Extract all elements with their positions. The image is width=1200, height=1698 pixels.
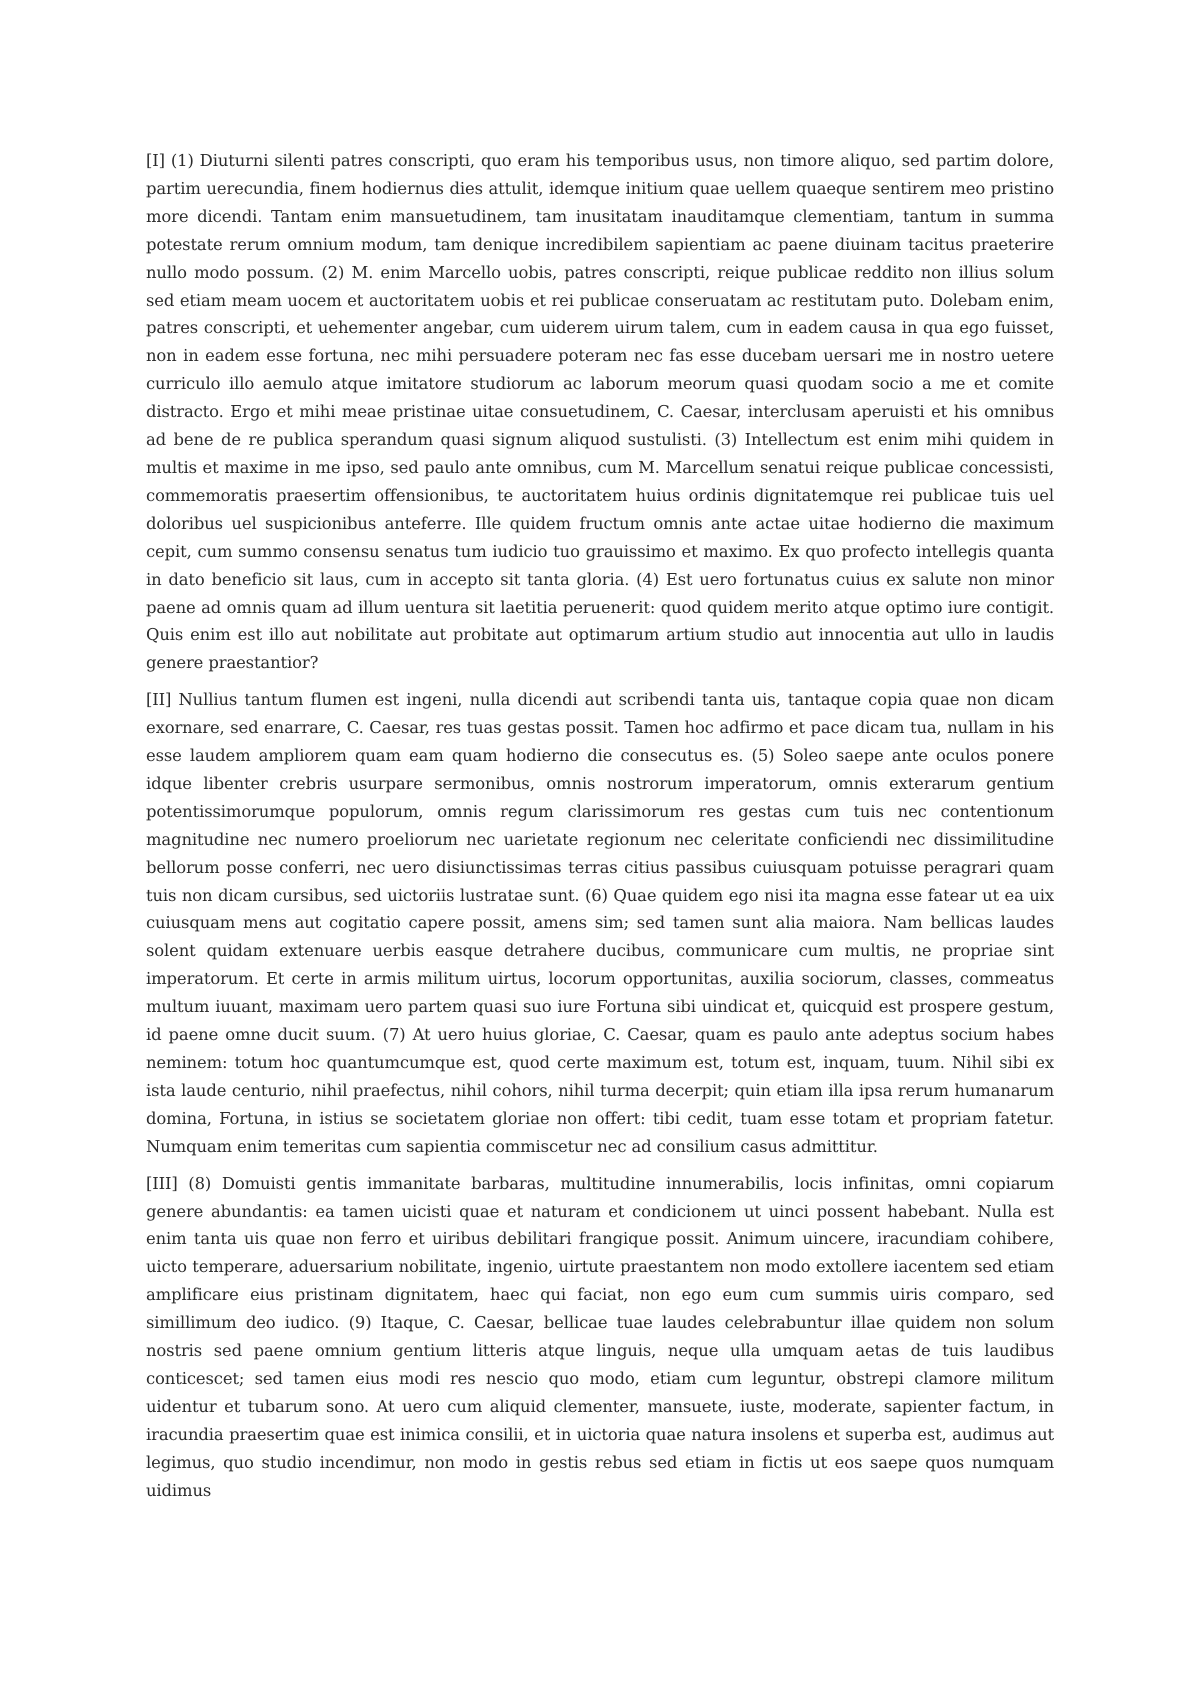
document-body — [146, 147, 1054, 1505]
paragraph-section-i: [I] (1) Diuturni silenti patres conscripti, quo eram his temporibus usus, non timore aliquo, sed partim dolore, partim uerecundia, finem hodiernus dies attulit, idemque initium quae uellem quaeque sentirem meo pristino more dicendi. Tantam enim mansuetudinem, tam inusitatam inauditamque clementiam, tantum in summa potestate rerum omnium modum, tam denique incredibilem sapientiam ac paene diuinam tacitus praeterire nullo modo possum. (2) M. enim Marcello uobis, patres conscripti, reique publicae reddito non illius solum sed etiam meam uocem et auctoritatem uobis et rei publicae conseruatam ac restitutam puto. Dolebam enim, patres conscripti, et uehementer angebar, cum uiderem uirum talem, cum in eadem causa in qua ego fuisset, non in eadem esse fortuna, nec mihi persuadere poteram nec fas esse ducebam uersari me in nostro uetere curriculo illo aemulo atque imitatore studiorum ac laborum meorum quasi quodam socio a me et comite distracto. Ergo et mihi meae pristinae uitae consuetudinem, C. Caesar, interclusam aperuisti et his omnibus ad bene de re publica sperandum quasi signum aliquod sustulisti. (3) Intellectum est enim mihi quidem in multis et maxime in me ipso, sed paulo ante omnibus, cum M. Marcellum senatui reique publicae concessisti, commemoratis praesertim offensionibus, te auctoritatem huius ordinis dignitatemque rei publicae tuis uel doloribus uel suspicionibus anteferre. Ille quidem fructum omnis ante actae uitae hodierno die maximum cepit, cum summo consensu senatus tum iudicio tuo grauissimo et maximo. Ex quo profecto intellegis quanta in dato beneficio sit laus, cum in accepto sit tanta gloria. (4) Est uero fortunatus cuius ex salute non minor paene ad omnis quam ad illum uentura sit laetitia peruenerit: quod quidem merito atque optimo iure contigit. Quis enim est illo aut nobilitate aut probitate aut optimarum artium studio aut innocentia aut ullo in laudis genere praestantior? — [146, 151, 1054, 673]
paragraph-section-iii: [III] (8) Domuisti gentis immanitate barbaras, multitudine innumerabilis, locis infinitas, omni copiarum genere abundantis: ea tamen uicisti quae et naturam et condicionem ut uinci possent habebant. Nulla est enim tanta uis quae non ferro et uiribus debilitari frangique possit. Animum uincere, iracundiam cohibere, uicto temperare, aduersarium nobilitate, ingenio, uirtute praestantem non modo extollere iacentem sed etiam amplificare eius pristinam dignitatem, haec qui faciat, non ego eum cum summis uiris comparo, sed simillimum deo iudico. (9) Itaque, C. Caesar, bellicae tuae laudes celebrabuntur illae quidem non solum nostris sed paene omnium gentium litteris atque linguis, neque ulla umquam aetas de tuis laudibus conticescet; sed tamen eius modi res nescio quo modo, etiam cum leguntur, obstrepi clamore militum uidentur et tubarum sono. At uero cum aliquid clementer, mansuete, iuste, moderate, sapienter factum, in iracundia praesertim quae est inimica consilii, et in uictoria quae natura insolens et superba est, audimus aut legimus, quo studio incendimur, non modo in gestis rebus sed etiam in fictis ut eos saepe quos numquam uidimus — [146, 1173, 1054, 1500]
paragraph-section-ii: [II] Nullius tantum flumen est ingeni, nulla dicendi aut scribendi tanta uis, tantaque copia quae non dicam exornare, sed enarrare, C. Caesar, res tuas gestas possit. Tamen hoc adfirmo et pace dicam tua, nullam in his esse laudem ampliorem quam eam quam hodierno die consecutus es. (5) Soleo saepe ante oculos ponere idque libenter crebris usurpare sermonibus, omnis nostrorum imperatorum, omnis exterarum gentium potentissimorumque populorum, omnis regum clarissimorum res gestas cum tuis nec contentionum magnitudine nec numero proeliorum nec uarietate regionum nec celeritate conficiendi nec dissimilitudine bellorum posse conferri, nec uero disiunctissimas terras citius passibus cuiusquam potuisse peragrari quam tuis non dicam cursibus, sed uictoriis lustratae sunt. (6) Quae quidem ego nisi ita magna esse fatear ut ea uix cuiusquam mens aut cogitatio capere possit, amens sim; sed tamen sunt alia maiora. Nam bellicas laudes solent quidam extenuare uerbis easque detrahere ducibus, communicare cum multis, ne propriae sint imperatorum. Et certe in armis militum uirtus, locorum opportunitas, auxilia sociorum, classes, commeatus multum iuuant, maximam uero partem quasi suo iure Fortuna sibi uindicat et, quicquid est prospere gestum, id paene omne ducit suum. (7) At uero huius gloriae, C. Caesar, quam es paulo ante adeptus socium habes neminem: totum hoc quantumcumque est, quod certe maximum est, totum est, inquam, tuum. Nihil sibi ex ista laude centurio, nihil praefectus, nihil cohors, nihil turma decerpit; quin etiam illa ipsa rerum humanarum domina, Fortuna, in istius se societatem gloriae non offert: tibi cedit, tuam esse totam et propriam fatetur. Numquam enim temeritas cum sapientia commiscetur nec ad consilium casus admittitur. — [146, 690, 1054, 1156]
